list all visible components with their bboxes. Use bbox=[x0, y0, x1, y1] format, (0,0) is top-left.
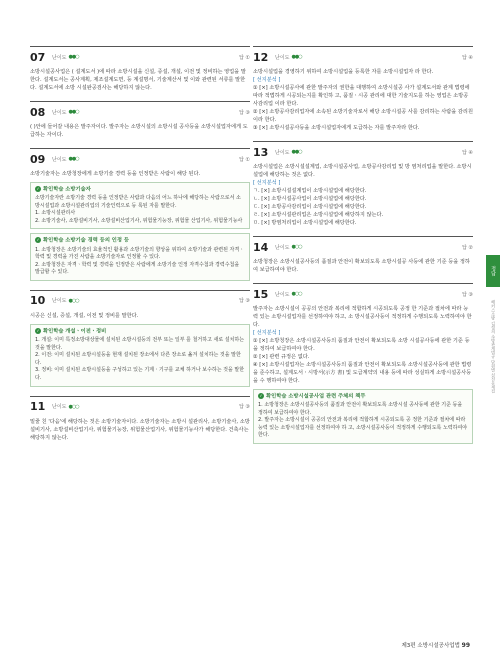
difficulty-dots: ●●○ bbox=[68, 54, 79, 60]
question-10 bbox=[30, 290, 250, 387]
check-icon: ✓ bbox=[36, 186, 40, 191]
difficulty-label: 난이도 bbox=[52, 156, 67, 163]
choice-list bbox=[253, 84, 473, 132]
answer-label: 답 ④ bbox=[462, 149, 473, 156]
review-box-title: ✓ 확인학습 소방기술자 bbox=[36, 186, 91, 193]
difficulty-label: 난이도 bbox=[52, 54, 67, 61]
choice-analysis-label: [ 선지분석 ] bbox=[253, 330, 281, 336]
answer-label: 답 ① bbox=[239, 156, 250, 163]
choice-list bbox=[253, 187, 473, 227]
explanation-text: 소방청장은 소방시설공사등의 품질과 안전이 확보되도록 소방시설공 사등에 관한 기준 등을 정하여 보급하여야 한다. bbox=[253, 259, 470, 273]
question-header bbox=[30, 46, 250, 64]
question-header bbox=[30, 290, 250, 308]
list-item: 1. 개설: 이미 특정소방대상물에 설치된 소방시설등의 전부 또는 일부 를 철거하고 새로 설치하는 것을 말한다. bbox=[35, 337, 245, 351]
difficulty-label: 난이도 bbox=[275, 149, 290, 156]
explanation-text: 소방시설업은 소방시설설계업, 소방시설공사업, 소방공사감리업 및 방 염처리업을 말한다. 소방시설업에 해당하는 것은 없다. bbox=[253, 164, 472, 178]
question-number: 07 bbox=[30, 50, 46, 64]
list-item: ㄱ. [×] 소방시설설계업이 소방시설업에 해당한다. bbox=[253, 188, 367, 194]
difficulty-label: 난이도 bbox=[275, 244, 290, 251]
list-item: 3. 정비: 이미 설치된 소방시설등을 구성하고 있는 기계ㆍ기구를 교체 하거나 보수하는 것을 말한다. bbox=[35, 367, 245, 381]
difficulty-dots: ●●○ bbox=[291, 54, 302, 60]
answer-label: 답 ③ bbox=[239, 109, 250, 116]
question-header bbox=[253, 141, 473, 159]
explanation-text: 소방시설공사업은 ( 설계도서 )에 따라 소방시설을 신설, 증설, 개설, 이전 및 정비하는 영업을 말한다. 설계도서는 공사계획, 제조설계도면, 등 계설명서, 기술계산서 및 이와 관련된 서류를 말한다. 설계도서에 소방 시설완공검사는 해당하지 않는다. bbox=[30, 69, 246, 91]
question-number: 08 bbox=[30, 105, 46, 119]
question-header bbox=[30, 101, 250, 119]
review-list bbox=[258, 402, 468, 440]
question-number: 12 bbox=[253, 50, 269, 64]
question-number: 13 bbox=[253, 145, 269, 159]
answer-label: 답 ① bbox=[239, 54, 250, 61]
question-13 bbox=[253, 141, 473, 227]
question-header bbox=[253, 46, 473, 64]
answer-section-tab: 정답 bbox=[486, 255, 500, 287]
side-book-title: 해커스소방 김정희 소방관계법규 단원별 실전문제집 bbox=[491, 300, 496, 394]
question-number: 11 bbox=[30, 400, 46, 414]
difficulty-dots: ●○○ bbox=[68, 297, 79, 304]
answer-label: 답 ② bbox=[462, 244, 473, 251]
review-box bbox=[253, 389, 473, 444]
difficulty-label: 난이도 bbox=[52, 404, 67, 411]
list-item: 1. 소방청장은 소방기술의 효율적인 활용과 소방기술의 향상을 위하여 소방기술과 관련된 자격ㆍ학력 및 경력을 가진 사람을 소방기술자로 인정할 수 있다. bbox=[35, 246, 245, 261]
explanation-text: 시공은 신설, 증설, 개설, 이전 및 정비를 말한다. bbox=[30, 312, 139, 319]
question-header bbox=[253, 236, 473, 254]
list-item: ㄹ. [×] 소방시설관리업은 소방시설업에 해당하지 않는다. bbox=[253, 212, 384, 218]
footer-title: 소방시설공사업법 bbox=[417, 643, 460, 649]
question-number: 15 bbox=[253, 287, 269, 301]
explanation-text: 소방시설업을 경영하기 위하여 소방시설업을 등록한 자를 소방시설업자 라 한다. bbox=[253, 69, 434, 75]
difficulty-dots: ●●○ bbox=[291, 149, 302, 155]
page-number: 99 bbox=[461, 642, 470, 649]
difficulty-dots: ●○○ bbox=[291, 291, 302, 297]
question-header bbox=[30, 396, 250, 414]
list-item: ① [×] 소방청장은 소방시설공사등의 품질과 안전이 확보되도록 소방 시설공사등에 관한 기준 등을 정하여 보급하여야 한다. bbox=[253, 338, 470, 352]
review-box-title: ✓ 확인학습 소방기술 경력 등의 인정 등 bbox=[36, 237, 129, 244]
question-number: 14 bbox=[253, 240, 269, 254]
question-07 bbox=[30, 46, 250, 92]
list-item: 2. 소방기술사, 소방설비기사, 소방설비산업기사, 위험물기능장, 위험물 산업기사, 위험물기능사 bbox=[35, 217, 243, 224]
review-box bbox=[30, 182, 250, 229]
question-11 bbox=[30, 396, 250, 442]
list-item: 2. 소방청장은 자격ㆍ학력 및 경력을 인정받은 사람에게 소방기술 인정 자격수첩과 경력수첩을 발급할 수 있다. bbox=[35, 261, 240, 276]
review-list bbox=[35, 210, 245, 225]
question-number: 09 bbox=[30, 152, 46, 166]
question-header bbox=[253, 283, 473, 301]
choice-list bbox=[253, 337, 473, 385]
list-item: ㄴ. [×] 소방시설공사업이 소방시설업에 해당한다. bbox=[253, 196, 367, 202]
question-header bbox=[30, 148, 250, 166]
question-15 bbox=[253, 283, 473, 444]
list-item: ① [×] 소방시설공사에 관한 발주자의 권한을 대행하여 소방시설공 사가 설계도서와 관계 법령에 따라 적법하게 시공되는지를 확인하 고, 품질ㆍ시공 관리에 대한 기술지도를 하는 영업은 소방공사감리업 이라 한다. bbox=[253, 85, 470, 107]
difficulty-label: 난이도 bbox=[52, 298, 67, 305]
answer-label: 답 ③ bbox=[462, 291, 473, 298]
question-12 bbox=[253, 46, 473, 132]
review-box bbox=[30, 324, 250, 387]
list-item: ㅁ. [×] 방염처리업이 소방시설업에 해당한다. bbox=[253, 220, 357, 226]
review-list bbox=[35, 247, 245, 277]
list-item: ㄷ. [×] 소방공사감리업이 소방시설업에 해당한다. bbox=[253, 204, 367, 210]
question-14 bbox=[253, 236, 473, 274]
check-icon: ✓ bbox=[259, 393, 263, 398]
list-item: 2. 이전: 이미 설치된 소방시설등을 현재 설치된 장소에서 다른 장소로 옮겨 설치하는 것을 말한다. bbox=[35, 352, 241, 366]
list-item: 1. 소방시설관리사 bbox=[35, 210, 76, 217]
answer-label: 답 ③ bbox=[239, 404, 250, 411]
explanation-text: ( )안에 들어갈 내용은 발주자이다. 발주자는 소방시설의 소방시설 공사등을 소방시설업자에게 도급하는 자이다. bbox=[30, 124, 248, 138]
difficulty-dots: ●●○ bbox=[68, 109, 79, 115]
left-column bbox=[30, 46, 250, 451]
review-box bbox=[30, 233, 250, 280]
list-item: 1. 소방청장은 소방시설공사등의 품질과 안전이 확보되도록 소방시설 공사등에 관한 기준 등을 정하여 보급하여야 한다. bbox=[258, 402, 463, 416]
difficulty-label: 난이도 bbox=[52, 109, 67, 116]
difficulty-dots: ●●○ bbox=[68, 156, 79, 162]
question-08 bbox=[30, 101, 250, 139]
review-box-intro: 소방기술자란 소방기술 경력 등을 인정받은 사람과 다음의 어느 하나에 해당하는 사람으로서 소방시설업과 소방시설관리업의 기술인력으로 등 록된 자를 말한다. bbox=[35, 195, 241, 209]
list-item: ② [×] 소방공사감리업자에 소속된 소방기술자로서 해당 소방시설공 사를 감리하는 사람을 감리원이라 한다. bbox=[253, 109, 473, 123]
review-list bbox=[35, 337, 245, 383]
choice-analysis-label: [ 선지분석 ] bbox=[253, 180, 281, 186]
difficulty-label: 난이도 bbox=[275, 54, 290, 61]
check-icon: ✓ bbox=[36, 237, 40, 243]
list-item: ② [×] 관련 규정은 없다. bbox=[253, 354, 310, 360]
review-box-title: ✓ 확인학습 소방시설공사업 관련 주체의 책무 bbox=[259, 393, 366, 400]
list-item: ③ [×] 소방시설공사등을 소방시설업자에게 도급하는 자를 발주자라 한다. bbox=[253, 125, 420, 131]
difficulty-label: 난이도 bbox=[275, 291, 290, 298]
question-number: 10 bbox=[30, 294, 46, 308]
difficulty-dots: ●○○ bbox=[68, 403, 79, 410]
review-box-title: ✓ 확인학습 개설ㆍ이전ㆍ정비 bbox=[36, 327, 107, 335]
question-09 bbox=[30, 148, 250, 281]
answer-label: 답 ④ bbox=[462, 54, 473, 61]
explanation-text: 밑줄 친 '다음'에 해당하는 것은 소방기술자이다. 소방기술자는 소방시 설관리사, 소방기술사, 소방설비기사, 소방설비산업기사, 위험물기능장, 위험물산업기사, 위험물기능사가 해당한다. 건축사는 해당하지 않는다. bbox=[30, 418, 250, 441]
right-column bbox=[253, 46, 473, 453]
list-item: ④ [×] 소방시설업자는 소방시설공사등의 품질과 안전이 확보되도록 소방시설공사등에 관한 법령을 준수하고, 설계도서ㆍ시방서(示方 書) 및 도급계약의 내용 등에 따라 성실하게 소방시설공사등을 수 행하여야 한다. bbox=[253, 362, 472, 384]
choice-analysis-label: [ 선지분석 ] bbox=[253, 77, 281, 83]
list-item: 2. 발주자는 소방시설이 공공의 안전과 복리에 적합하게 시공되도록 공 정한 기준과 절차에 따라 능력 있는 소방시설업자를 선정하여야 하 고, 소방시설공사등이 적정하게 수행되도록 노력하여야 한다. bbox=[258, 417, 468, 439]
difficulty-dots: ●○○ bbox=[291, 244, 302, 250]
page-footer bbox=[401, 641, 470, 649]
explanation-text: 발주자는 소방시설이 공공의 안전과 복리에 적합하게 시공되도록 공정 한 기준과 절차에 따라 능력 있는 소방시설업자를 선정하여야 하고, 소 방시설공사등이 적정하게 수행되도록 노력하여야 한다. bbox=[253, 306, 472, 328]
check-icon: ✓ bbox=[36, 327, 40, 333]
footer-chapter: 제3편 bbox=[401, 643, 416, 649]
explanation-text: 소방기술자는 소방청장에게 소방기술 경력 등을 인정받은 사람이 해당 된다. bbox=[30, 171, 201, 177]
answer-label: 답 ③ bbox=[239, 298, 250, 305]
